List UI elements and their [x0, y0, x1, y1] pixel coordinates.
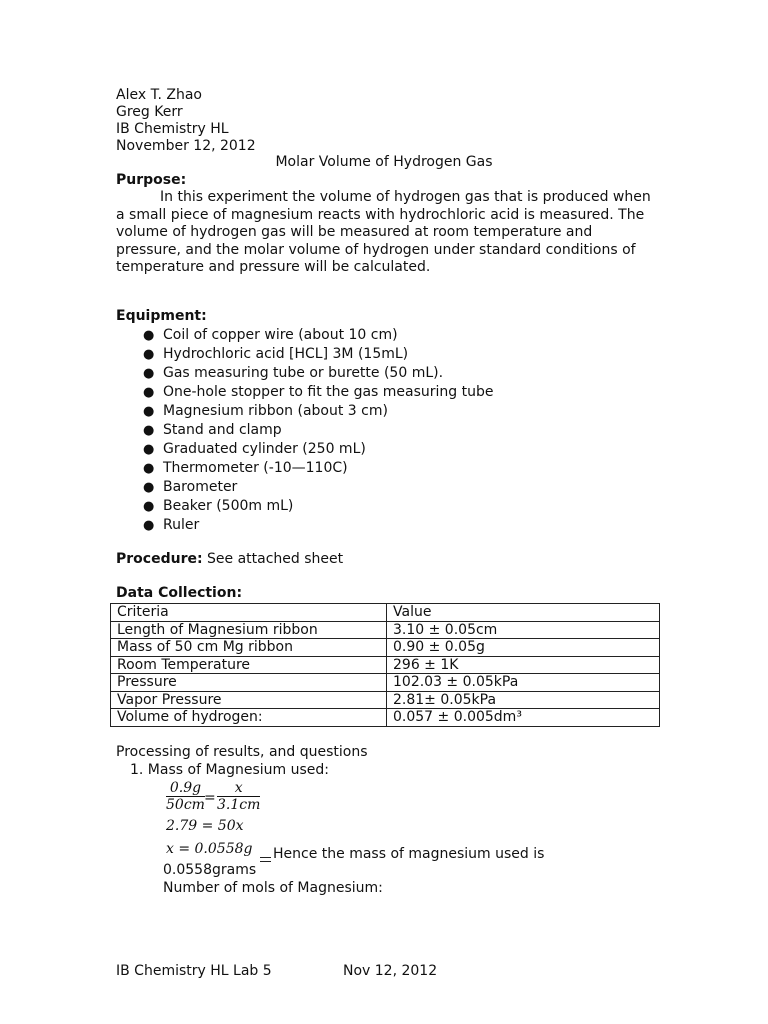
table-cell: 3.10 ± 0.05cm [387, 621, 660, 639]
table-cell: 0.057 ± 0.005dm³ [387, 709, 660, 727]
equation-cross-multiply: 2.79 = 50x [166, 818, 244, 834]
equals-sign: = [204, 790, 216, 806]
table-cell: 0.90 ± 0.05g [387, 639, 660, 657]
table-header-row [111, 604, 660, 622]
table-row [111, 709, 660, 727]
conclusion-value: 0.0558grams [163, 862, 257, 878]
next-question: Number of mols of Magnesium: [163, 880, 383, 896]
bullet-icon: ● [143, 518, 155, 533]
list-item: ● Coil of copper wire (about 10 cm) [143, 327, 398, 343]
table-cell: Room Temperature [111, 656, 387, 674]
bullet-icon: ● [143, 404, 155, 419]
bullet-icon: ● [143, 461, 155, 476]
list-item: ● Thermometer (-10—110C) [143, 460, 348, 476]
report-date: November 12, 2012 [116, 138, 256, 154]
list-item: ● Stand and clamp [143, 422, 282, 438]
fraction-mass-per-length: $\frac{0.9g}{50cm}$ [166, 780, 205, 813]
table-row [111, 656, 660, 674]
data-collection-heading: Data Collection: [116, 585, 243, 601]
table-row [111, 691, 660, 709]
procedure-heading: Procedure: [116, 551, 203, 567]
list-item: ● Barometer [143, 479, 238, 495]
equipment-heading: Equipment: [116, 308, 207, 324]
table-row [111, 621, 660, 639]
author-name: Alex T. Zhao [116, 87, 202, 103]
bullet-icon: ● [143, 499, 155, 514]
list-item: ● Ruler [143, 517, 200, 533]
data-table [110, 603, 660, 727]
footer-right: Nov 12, 2012 [343, 963, 438, 979]
table-cell: Mass of 50 cm Mg ribbon [111, 639, 387, 657]
bullet-icon: ● [143, 347, 155, 362]
bullet-icon: ● [143, 328, 155, 343]
column-header-value: Value [387, 604, 660, 622]
list-item: ● Graduated cylinder (250 mL) [143, 441, 366, 457]
equipment-list [116, 326, 494, 535]
table-cell: 2.81± 0.05kPa [387, 691, 660, 709]
column-header-criteria: Criteria [111, 604, 387, 622]
bullet-icon: ● [143, 480, 155, 495]
bullet-icon: ● [143, 423, 155, 438]
bullet-icon: ● [143, 385, 155, 400]
procedure-line [116, 551, 343, 568]
fraction-x-per-length: $\frac{x}{3.1cm}$ [217, 780, 261, 813]
table-cell: 102.03 ± 0.05kPa [387, 674, 660, 692]
document-title: Molar Volume of Hydrogen Gas [275, 154, 493, 170]
table-cell: Vapor Pressure [111, 691, 387, 709]
table-cell: Volume of hydrogen: [111, 709, 387, 727]
partner-name: Greg Kerr [116, 104, 183, 120]
purpose-text: In this experiment the volume of hydrogen gas that is produced when a small piece of magnesium reacts with hydrochloric acid is measured. The volume of hydrogen gas will be measured at room temperature and pressure, and the molar volume of hydrogen under standard conditions of temperature and pressure will be calculated. [116, 189, 651, 275]
conclusion-text: Hence the mass of magnesium used is [273, 846, 545, 862]
table-cell: 296 ± 1K [387, 656, 660, 674]
processing-heading: Processing of results, and questions [116, 744, 368, 760]
bullet-icon: ● [143, 442, 155, 457]
footer-left: IB Chemistry HL Lab 5 [116, 963, 272, 979]
bullet-icon: ● [143, 366, 155, 381]
list-item: ● Hydrochloric acid [HCL] 3M (15mL) [143, 346, 409, 362]
table-row [111, 639, 660, 657]
purpose-paragraph [116, 189, 656, 277]
list-item: ● Magnesium ribbon (about 3 cm) [143, 403, 388, 419]
list-item: ● Beaker (500m mL) [143, 498, 294, 514]
equation-solution: x = 0.0558g [166, 841, 253, 857]
table-cell: Pressure [111, 674, 387, 692]
table-row [111, 674, 660, 692]
list-item: ● Gas measuring tube or burette (50 mL). [143, 365, 444, 381]
course-name: IB Chemistry HL [116, 121, 229, 137]
equation-placeholder-mark [260, 857, 271, 862]
procedure-text: See attached sheet [207, 551, 344, 567]
list-item: ● One-hole stopper to fit the gas measuring tube [143, 384, 494, 400]
purpose-heading: Purpose: [116, 172, 187, 188]
question-1: 1. Mass of Magnesium used: [130, 762, 330, 778]
table-cell: Length of Magnesium ribbon [111, 621, 387, 639]
